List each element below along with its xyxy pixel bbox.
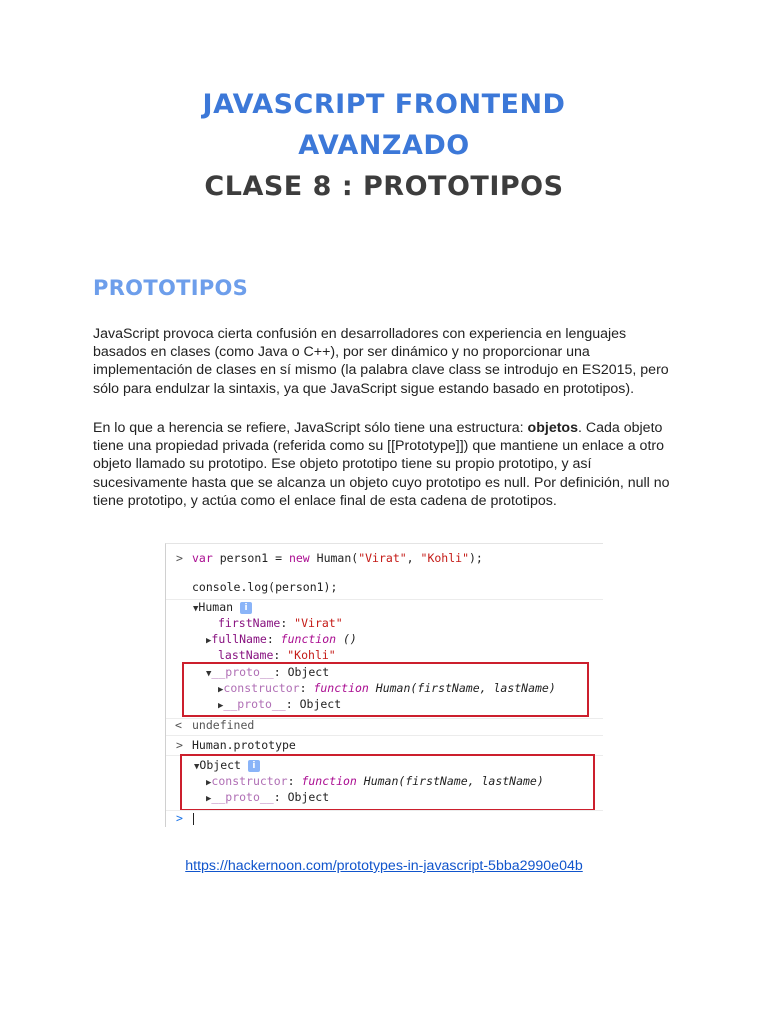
- prop-colon: :: [287, 774, 302, 788]
- title-line-2: AVANZADO: [298, 130, 470, 161]
- expanded-triangle-icon[interactable]: ▼: [193, 604, 199, 614]
- console-undefined: undefined: [192, 718, 255, 732]
- console-input-line-1: [176, 550, 183, 566]
- prop-value-firstname: "Virat": [294, 616, 343, 630]
- prop-colon: :: [273, 648, 288, 662]
- function-keyword: function: [280, 632, 337, 646]
- object-name-human: Human: [198, 600, 234, 614]
- console-prompt-icon: >: [176, 551, 183, 565]
- code-end: );: [469, 551, 483, 565]
- code-variable: person1 =: [212, 551, 289, 565]
- highlight-box-prototype: [180, 754, 595, 811]
- prop-key-proto: __proto__: [211, 790, 274, 804]
- prop-key-lastname: lastName: [218, 648, 274, 662]
- collapsed-triangle-icon[interactable]: ▶: [218, 701, 224, 711]
- prop-colon: :: [299, 681, 314, 695]
- object-name-object: Object: [199, 758, 241, 772]
- expanded-triangle-icon[interactable]: ▼: [206, 669, 212, 679]
- code-string-arg1: "Virat": [358, 551, 407, 565]
- code-keyword-var: var: [192, 551, 213, 565]
- console-code-human-prototype: Human.prototype: [192, 738, 296, 752]
- function-signature: Human(firstName, lastName): [356, 774, 544, 788]
- console-object-human[interactable]: [193, 599, 252, 615]
- proto-type-object: Object: [287, 665, 330, 679]
- proto-type-object: Object: [299, 697, 342, 711]
- console-separator: [166, 810, 603, 811]
- prop-lastname: [218, 647, 336, 663]
- paragraph-inheritance-end: . Cada objeto tiene una propiedad privada (referida como su [[Prototype]]) que mantiene un enlace a otro objeto llamado su prototipo. Ese objeto prototipo tiene su propio prototipo, y así sucesivamente hasta que se alcanza un objeto cuyo prototipo es null. Por definición, null no tiene prototipo, y actúa como el enlace final de esta cadena de prototipos.: [93, 420, 670, 509]
- section-heading: PROTOTIPOS: [93, 276, 249, 300]
- paragraph-inheritance-bold: objetos: [527, 420, 578, 436]
- return-arrow-icon: <: [175, 718, 182, 732]
- prop-key-constructor: constructor: [223, 681, 300, 695]
- console-code-log: console.log(person1);: [192, 580, 338, 594]
- console-separator: [166, 735, 603, 736]
- info-icon[interactable]: i: [248, 760, 260, 772]
- prop-colon: :: [273, 665, 288, 679]
- paragraph-inheritance-start: En lo que a herencia se refiere, JavaScript sólo tiene una estructura:: [93, 420, 528, 436]
- console-prompt-icon: >: [176, 738, 183, 752]
- prop-fullname[interactable]: [206, 631, 357, 647]
- console-input-line-final[interactable]: [176, 810, 183, 826]
- prop-colon: :: [280, 616, 295, 630]
- code-keyword-new: new: [288, 551, 310, 565]
- prop-colon: :: [266, 632, 281, 646]
- console-prompt-icon: >: [176, 811, 183, 825]
- title-line-1: JAVASCRIPT FRONTEND: [202, 89, 566, 120]
- info-icon[interactable]: i: [240, 602, 252, 614]
- prop-key-proto: __proto__: [223, 697, 286, 711]
- collapsed-triangle-icon[interactable]: ▶: [206, 778, 212, 788]
- function-signature: (): [336, 632, 357, 646]
- console-return-line: [175, 717, 182, 733]
- proto-type-object: Object: [287, 790, 330, 804]
- paragraph-inheritance: [93, 419, 673, 510]
- devtools-console-screenshot: [165, 543, 603, 827]
- function-signature: Human(firstName, lastName): [368, 681, 556, 695]
- prop-colon: :: [273, 790, 288, 804]
- class-subtitle: CLASE 8 : PROTOTIPOS: [204, 171, 564, 202]
- code-string-arg2: "Kohli": [420, 551, 469, 565]
- reference-link[interactable]: https://hackernoon.com/prototypes-in-javascript-5bba2990e04b: [185, 858, 583, 874]
- collapsed-triangle-icon[interactable]: ▶: [206, 794, 212, 804]
- function-keyword: function: [313, 681, 369, 695]
- collapsed-triangle-icon[interactable]: ▶: [218, 685, 224, 695]
- prop-firstname: [218, 615, 343, 631]
- code-call: Human(: [309, 551, 359, 565]
- prop-colon: :: [285, 697, 300, 711]
- console-code-var-declaration: [192, 550, 483, 566]
- expanded-triangle-icon[interactable]: ▼: [194, 762, 200, 772]
- paragraph-intro: JavaScript provoca cierta confusión en desarrolladores con experiencia en lenguajes basados en clases (como Java o C++), por ser dinámico y no proporcionar una implementación de clases en sí mismo (la palabra clave class se introdujo en ES2015, pero sólo para endulzar la sintaxis, ya que JavaScript sigue estando basado en prototipos).: [93, 326, 669, 397]
- code-comma: ,: [406, 551, 421, 565]
- prop-value-lastname: "Kohli": [287, 648, 336, 662]
- prop-key-constructor: constructor: [211, 774, 288, 788]
- highlight-box-proto: [182, 662, 589, 717]
- prop-key-firstname: firstName: [218, 616, 281, 630]
- function-keyword: function: [301, 774, 357, 788]
- collapsed-triangle-icon[interactable]: ▶: [206, 636, 212, 646]
- console-input-line-3: [176, 737, 183, 753]
- console-text-caret: [193, 813, 194, 825]
- prop-key-fullname: fullName: [211, 632, 267, 646]
- prop-key-proto: __proto__: [211, 665, 274, 679]
- document-title: [0, 84, 768, 207]
